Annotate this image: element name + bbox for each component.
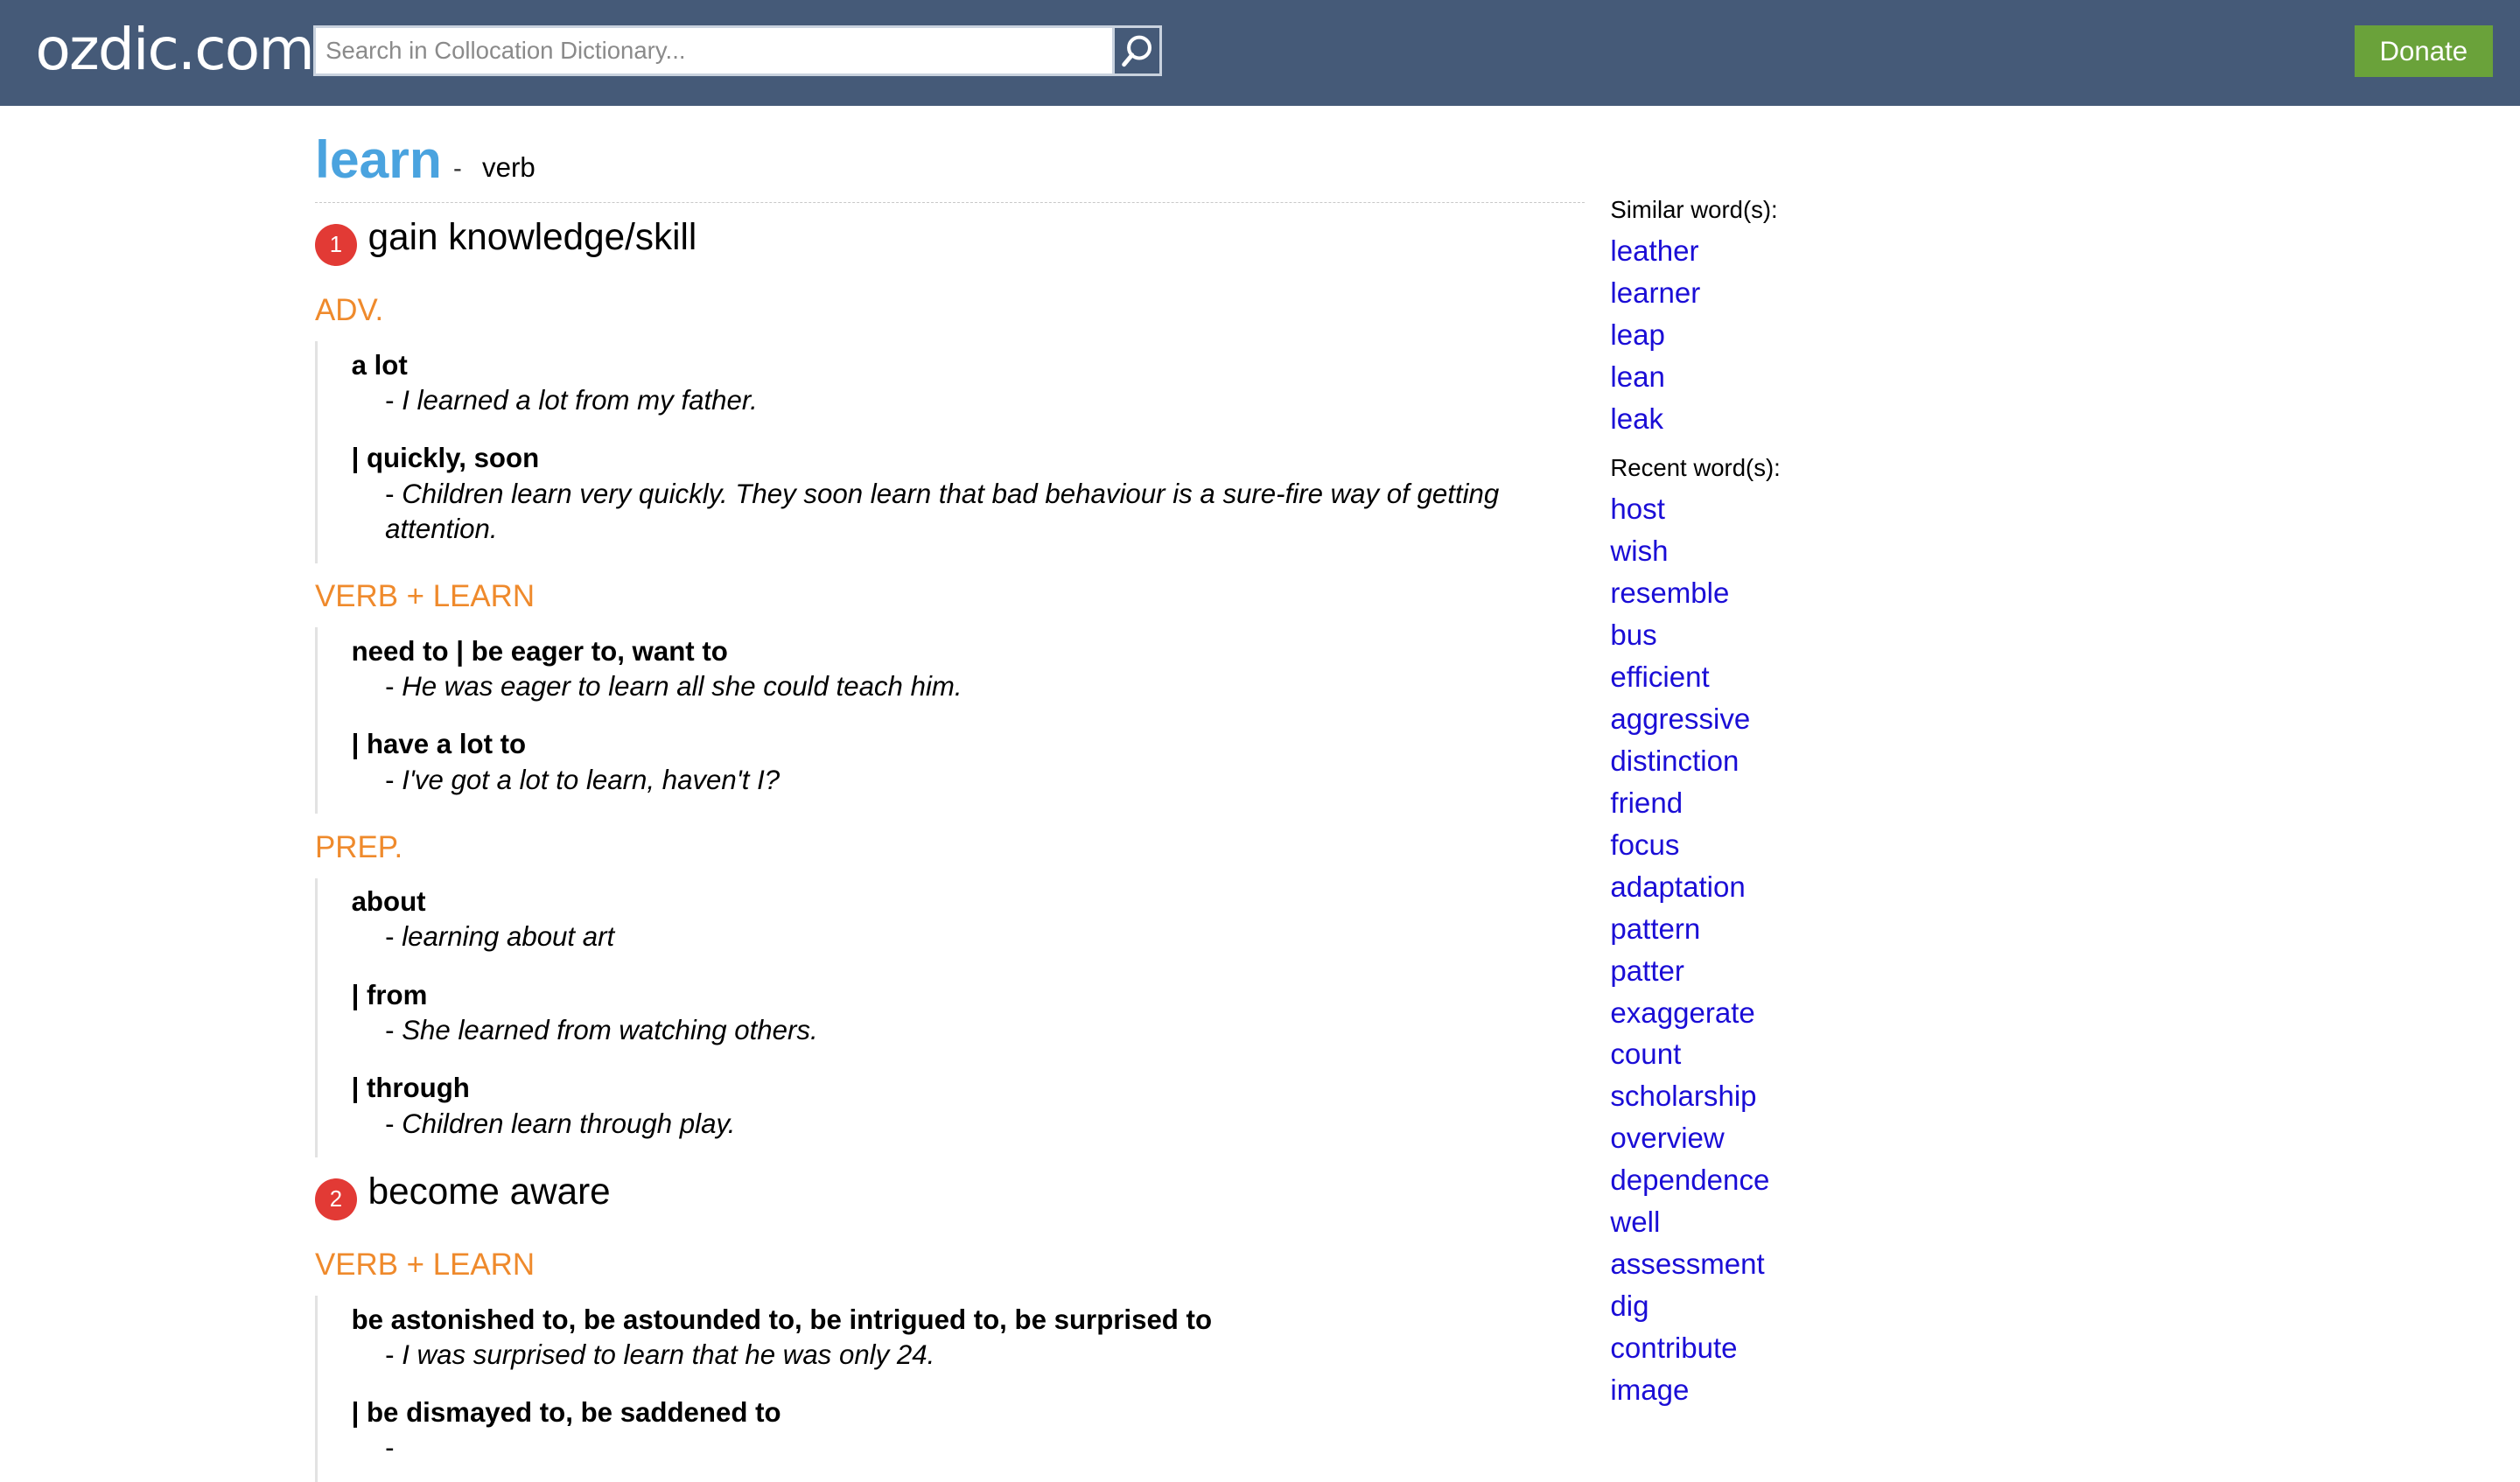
recent-word-link[interactable]: well bbox=[1610, 1206, 1661, 1240]
example-text: learning about art bbox=[402, 921, 615, 953]
sidebar bbox=[1610, 192, 1931, 1411]
collocation: | from bbox=[351, 979, 428, 1010]
part-of-speech: verb bbox=[482, 152, 536, 184]
example-dash: - bbox=[385, 1108, 395, 1139]
sense-label: gain knowledge/skill bbox=[368, 216, 697, 258]
example-dash: - bbox=[385, 921, 395, 953]
collocation-entry bbox=[352, 1065, 1585, 1158]
example-sentence bbox=[352, 763, 1585, 798]
collocation-entry bbox=[352, 721, 1585, 814]
example-text: I learned a lot from my father. bbox=[402, 385, 758, 416]
sense-heading bbox=[315, 203, 1585, 276]
example-text: She learned from watching others. bbox=[402, 1015, 818, 1045]
example-dash: - bbox=[385, 385, 395, 416]
recent-words-list bbox=[1610, 489, 1931, 1412]
recent-word-link[interactable]: friend bbox=[1610, 786, 1684, 820]
recent-word-link[interactable]: resemble bbox=[1610, 577, 1730, 611]
example-sentence bbox=[352, 1430, 1585, 1465]
recent-word-link[interactable]: assessment bbox=[1610, 1248, 1765, 1282]
collocation-entry bbox=[352, 1389, 1585, 1482]
recent-word-link[interactable]: wish bbox=[1610, 535, 1669, 569]
recent-word-link[interactable]: overview bbox=[1610, 1122, 1725, 1156]
headword-row bbox=[315, 129, 1585, 202]
top-bar bbox=[0, 0, 2520, 106]
recent-word-link[interactable]: scholarship bbox=[1610, 1080, 1757, 1114]
collocation-entry bbox=[352, 1296, 1585, 1389]
similar-word-link[interactable]: learner bbox=[1610, 277, 1701, 311]
example-sentence bbox=[352, 383, 1585, 418]
example-dash: - bbox=[385, 1339, 395, 1370]
collocation: | have a lot to bbox=[351, 729, 527, 760]
example-text: I was surprised to learn that he was only 24. bbox=[402, 1339, 935, 1370]
example-dash: - bbox=[385, 671, 395, 702]
recent-word-link[interactable]: efficient bbox=[1610, 661, 1710, 695]
example-text: Children learn through play. bbox=[402, 1108, 736, 1139]
site-logo[interactable]: ozdic.com bbox=[35, 16, 313, 84]
section-label: VERB + LEARN bbox=[315, 1248, 536, 1283]
example-dash: - bbox=[385, 1432, 395, 1464]
collocation-group bbox=[315, 1296, 1585, 1482]
example-sentence bbox=[352, 1107, 1585, 1142]
collocation-group bbox=[315, 627, 1585, 814]
recent-word-link[interactable]: bus bbox=[1610, 619, 1657, 653]
recent-word-link[interactable]: exaggerate bbox=[1610, 996, 1755, 1030]
recent-word-link[interactable]: count bbox=[1610, 1038, 1682, 1072]
example-sentence bbox=[352, 919, 1585, 954]
recent-word-link[interactable]: adaptation bbox=[1610, 870, 1746, 904]
similar-word-link[interactable]: leak bbox=[1610, 403, 1664, 437]
sense-number-badge: 2 bbox=[315, 1178, 357, 1220]
collocation: be astonished to, be astounded to, be intrigued to, be surprised to bbox=[351, 1304, 1213, 1335]
sense-label: become aware bbox=[368, 1170, 611, 1212]
example-sentence bbox=[352, 1338, 1585, 1373]
section-label: PREP. bbox=[315, 829, 403, 864]
recent-words-heading: Recent word(s): bbox=[1610, 454, 1781, 482]
section-label: VERB + LEARN bbox=[315, 579, 536, 614]
example-dash: - bbox=[385, 478, 395, 509]
search-button[interactable] bbox=[1112, 25, 1162, 75]
senses-list bbox=[315, 203, 1585, 1482]
recent-word-link[interactable]: contribute bbox=[1610, 1332, 1738, 1366]
collocation: need to | be eager to, want to bbox=[351, 635, 728, 667]
recent-word-link[interactable]: aggressive bbox=[1610, 703, 1751, 736]
collocation-entry bbox=[352, 435, 1585, 563]
recent-word-link[interactable]: patter bbox=[1610, 954, 1684, 988]
similar-words-list bbox=[1610, 231, 1931, 441]
sense-heading bbox=[315, 1157, 1585, 1231]
similar-word-link[interactable]: lean bbox=[1610, 361, 1665, 395]
search-icon bbox=[1120, 33, 1155, 68]
example-text: He was eager to learn all she could teach him. bbox=[402, 671, 962, 702]
example-text: I've got a lot to learn, haven't I? bbox=[402, 764, 780, 795]
recent-word-link[interactable]: pattern bbox=[1610, 912, 1701, 946]
collocation-entry bbox=[352, 627, 1585, 721]
collocation-entry bbox=[352, 878, 1585, 972]
sense-number-badge: 1 bbox=[315, 224, 357, 266]
donate-button[interactable]: Donate bbox=[2355, 25, 2493, 77]
headword: learn bbox=[315, 129, 442, 189]
collocation-entry bbox=[352, 341, 1585, 435]
example-dash: - bbox=[385, 764, 395, 795]
example-sentence bbox=[352, 669, 1585, 704]
collocation-group bbox=[315, 341, 1585, 563]
example-sentence bbox=[352, 477, 1585, 548]
headword-dash: - bbox=[452, 154, 462, 184]
search-input[interactable] bbox=[313, 25, 1116, 75]
example-dash: - bbox=[385, 1015, 395, 1045]
collocation: a lot bbox=[351, 349, 408, 381]
recent-word-link[interactable]: distinction bbox=[1610, 744, 1740, 778]
collocation: | through bbox=[351, 1073, 470, 1104]
recent-word-link[interactable]: dig bbox=[1610, 1290, 1649, 1324]
example-sentence bbox=[352, 1013, 1585, 1048]
collocation-entry bbox=[352, 971, 1585, 1065]
collocation-group bbox=[315, 878, 1585, 1158]
similar-words-heading: Similar word(s): bbox=[1610, 196, 1778, 224]
recent-word-link[interactable]: focus bbox=[1610, 828, 1680, 862]
recent-word-link[interactable]: image bbox=[1610, 1374, 1690, 1407]
section-label: ADV. bbox=[315, 293, 384, 328]
collocation: about bbox=[351, 886, 426, 918]
similar-word-link[interactable]: leather bbox=[1610, 235, 1699, 269]
example-text: Children learn very quickly. They soon learn that bad behaviour is a sure-fire way of getting attention. bbox=[385, 478, 1500, 545]
recent-word-link[interactable]: dependence bbox=[1610, 1164, 1770, 1198]
similar-word-link[interactable]: leap bbox=[1610, 319, 1665, 353]
entry-content bbox=[315, 129, 1585, 1482]
recent-word-link[interactable]: host bbox=[1610, 493, 1665, 527]
collocation: | be dismayed to, be saddened to bbox=[351, 1397, 781, 1429]
collocation: | quickly, soon bbox=[351, 443, 540, 474]
